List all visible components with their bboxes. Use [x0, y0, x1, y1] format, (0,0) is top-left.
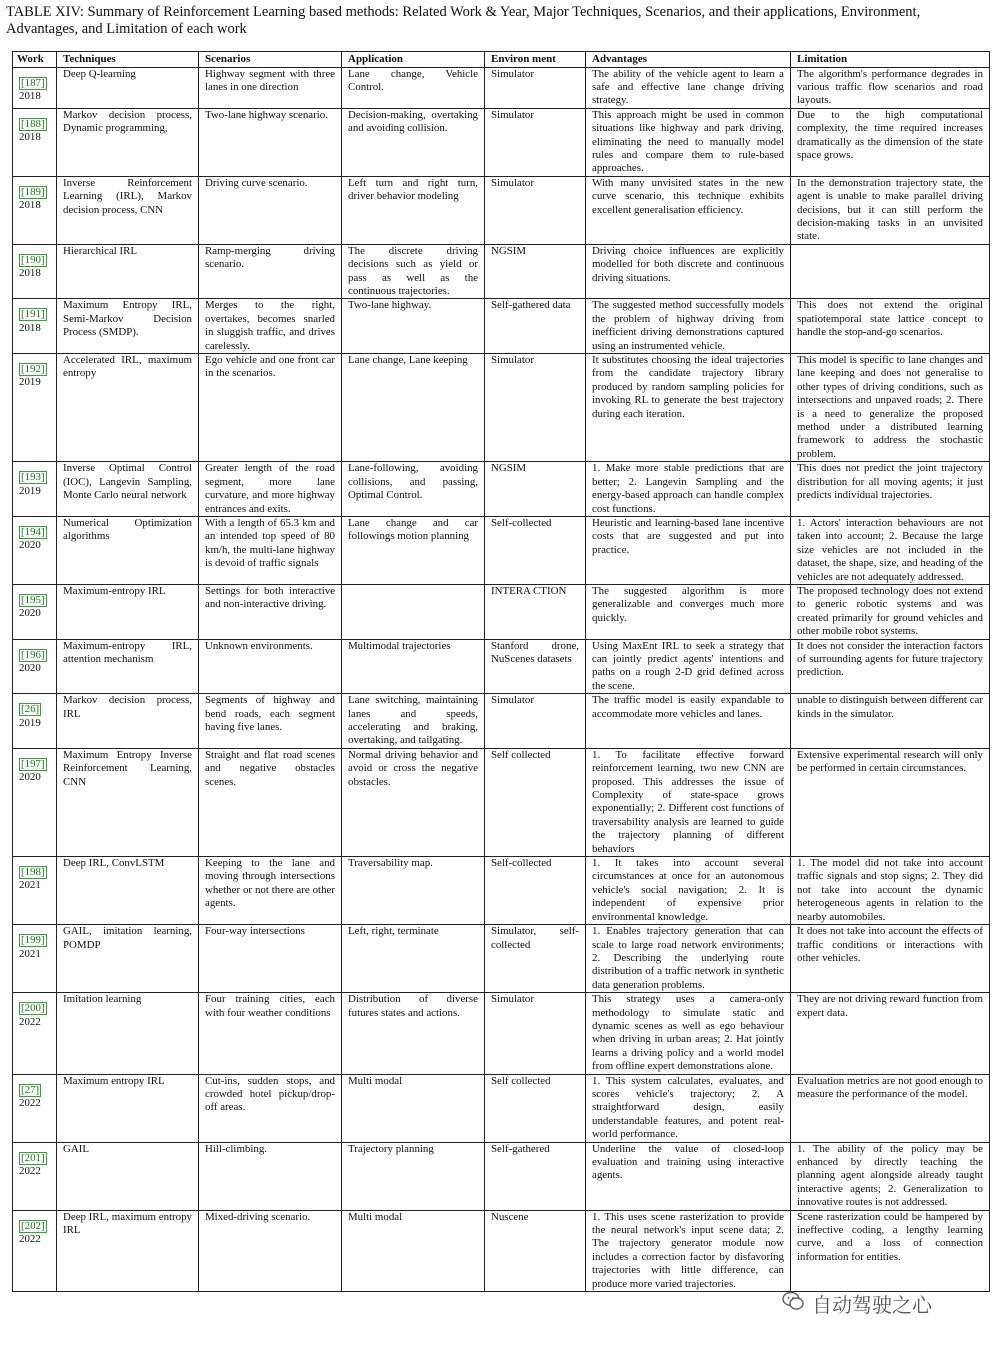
header-work: Work: [13, 52, 57, 68]
cell-techniques: Inverse Optimal Control (IOC), Langevin Sampling, Monte Carlo neural network: [57, 462, 199, 517]
cell-environment: NGSIM: [485, 462, 586, 517]
cell-advantages: 1. Make more stable predictions that are better; 2. Langevin Sampling and the energy-based approach can handle complex cost functions.: [586, 462, 791, 517]
cell-work: [13, 1210, 57, 1291]
watermark: 自动驾驶之心: [812, 1293, 932, 1317]
table-row: [13, 639, 990, 694]
cell-techniques: Numerical Optimization algorithms: [57, 516, 199, 584]
cell-environment: Simulator: [485, 354, 586, 462]
summary-table: [12, 51, 990, 1292]
cell-year: 2019: [19, 484, 41, 497]
cell-environment: Simulator: [485, 694, 586, 749]
cell-application: Two-lane highway.: [342, 299, 485, 354]
cell-advantages: 1. It takes into account several circumstances at once for an autonomous vehicle's social navigation; 2. It is independent of expensive prior environmental knowledge.: [586, 857, 791, 925]
cell-year: 2018: [19, 321, 41, 334]
cell-techniques: Markov decision process, IRL: [57, 694, 199, 749]
table-row: [13, 584, 990, 639]
table-header-row: [13, 52, 990, 68]
table-row: [13, 1142, 990, 1210]
cell-limitation: In the demonstration trajectory state, the agent is unable to make parallel driving decisions, but it can still perform the decision-making tasks in an unvisited state.: [791, 176, 990, 244]
cell-work: [13, 67, 57, 108]
table-row: [13, 1074, 990, 1142]
citation-link[interactable]: [200]: [21, 1002, 45, 1015]
cell-application: Lane-following, avoiding collisions, and passing, Optimal Control.: [342, 462, 485, 517]
cell-techniques: Imitation learning: [57, 993, 199, 1074]
citation-link[interactable]: [194]: [21, 525, 45, 538]
cell-advantages: It substitutes choosing the ideal trajectories from the candidate trajectory library produced by random sampling policies for invoking RL to generate the best trajectory during each iteration.: [586, 354, 791, 462]
cell-work: [13, 639, 57, 694]
cell-work: [13, 244, 57, 299]
cell-year: 2021: [19, 879, 41, 892]
cell-year: 2018: [19, 199, 41, 212]
citation-link[interactable]: [199]: [21, 934, 45, 947]
table-row: [13, 108, 990, 176]
cell-environment: NGSIM: [485, 244, 586, 299]
cell-year: 2020: [19, 607, 41, 620]
cell-work: [13, 857, 57, 925]
cell-techniques: Deep IRL, ConvLSTM: [57, 857, 199, 925]
header-environment: Environ ment: [485, 52, 586, 68]
cell-year: 2018: [19, 267, 41, 280]
cell-limitation: 1. The ability of the policy may be enhanced by directly teaching the planning agent alongside already taught interactive agents; 2. Generalization to innovative routes is not addressed.: [791, 1142, 990, 1210]
cell-year: 2022: [19, 1096, 41, 1109]
cell-limitation: It does not take into account the effects of traffic conditions or interactions with other vehicles.: [791, 925, 990, 993]
citation-link[interactable]: [188]: [21, 117, 45, 130]
cell-scenarios: Settings for both interactive and non-interactive driving.: [199, 584, 342, 639]
cell-work: [13, 748, 57, 856]
cell-application: The discrete driving decisions such as yield or pass as well as the continuous trajectories.: [342, 244, 485, 299]
cell-work: [13, 993, 57, 1074]
cell-year: 2021: [19, 947, 41, 960]
table-row: [13, 857, 990, 925]
table-row: [13, 748, 990, 856]
table-caption: TABLE XIV: Summary of Reinforcement Learning based methods: Related Work & Year, Major Techniques, Scenarios, and their applications, Environment, Advantages, and Limitation of each work: [6, 4, 921, 37]
citation-link[interactable]: [191]: [21, 308, 45, 321]
cell-environment: Self-collected: [485, 516, 586, 584]
cell-limitation: This model is specific to lane changes and lane keeping and does not generalise to other types of driving conditions, such as intersections and unpaved roads; 2. There is a need to generalize the proposed method under a distributed learning framework to address the stochastic problem.: [791, 354, 990, 462]
cell-scenarios: Cut-ins, sudden stops, and crowded hotel pickup/drop-off areas.: [199, 1074, 342, 1142]
cell-advantages: The suggested method successfully models the problem of highway driving from inefficient driving demonstrations captured using an instrumented vehicle.: [586, 299, 791, 354]
cell-work: [13, 925, 57, 993]
header-application: Application: [342, 52, 485, 68]
cell-advantages: Heuristic and learning-based lane incentive costs that are suggested and put into practice.: [586, 516, 791, 584]
cell-application: Decision-making, overtaking and avoiding collision.: [342, 108, 485, 176]
cell-scenarios: Merges to the right, overtakes, becomes snarled in sluggish traffic, and drives carelessly.: [199, 299, 342, 354]
cell-scenarios: Four training cities, each with four weather conditions: [199, 993, 342, 1074]
table-body: [13, 67, 990, 1292]
citation-link[interactable]: [202]: [21, 1219, 45, 1232]
cell-limitation: unable to distinguish between different car kinds in the simulator.: [791, 694, 990, 749]
cell-limitation: This does not extend the original spatiotemporal state lattice concept to handle the stop-and-go scenarios.: [791, 299, 990, 354]
table-row: [13, 694, 990, 749]
cell-year: 2022: [19, 1015, 41, 1028]
table-row: [13, 354, 990, 462]
cell-advantages: With many unvisited states in the new curve scenario, this technique exhibits excellent generalisation efficiency.: [586, 176, 791, 244]
cell-year: 2019: [19, 376, 41, 389]
cell-limitation: [791, 244, 990, 299]
cell-limitation: Extensive experimental research will only be performed in certain circumstances.: [791, 748, 990, 856]
cell-advantages: This strategy uses a camera-only methodology to simulate static and dynamic scenes as well as ego behaviour when driving in urban areas; 2. Hat jointly learns a driving policy and a world model from offline expert demonstrations alone.: [586, 993, 791, 1074]
cell-techniques: GAIL, imitation learning, POMDP: [57, 925, 199, 993]
citation-link[interactable]: [195]: [21, 593, 45, 606]
cell-advantages: The ability of the vehicle agent to learn a safe and effective lane change driving strategy.: [586, 67, 791, 108]
cell-techniques: Maximum-entropy IRL: [57, 584, 199, 639]
cell-work: [13, 584, 57, 639]
cell-year: 2018: [19, 89, 41, 102]
cell-application: Multimodal trajectories: [342, 639, 485, 694]
cell-techniques: Inverse Reinforcement Learning (IRL), Markov decision process, CNN: [57, 176, 199, 244]
header-scenarios: Scenarios: [199, 52, 342, 68]
cell-scenarios: Highway segment with three lanes in one direction: [199, 67, 342, 108]
cell-advantages: 1. This system calculates, evaluates, and scores vehicle's trajectory; 2. A straightforward design, easily understandable features, and potent real-world performance.: [586, 1074, 791, 1142]
cell-scenarios: Greater length of the road segment, more lane curvature, and more highway entrances and exits.: [199, 462, 342, 517]
cell-advantages: Driving choice influences are explicitly modelled for both discrete and continuous driving situations.: [586, 244, 791, 299]
cell-limitation: The proposed technology does not extend to generic robotic systems and was created primarily for ground vehicles and other mobile robot systems.: [791, 584, 990, 639]
citation-link[interactable]: [26]: [21, 703, 40, 716]
cell-advantages: Underline the value of closed-loop evaluation and training using interactive agents.: [586, 1142, 791, 1210]
cell-scenarios: Two-lane highway scenario.: [199, 108, 342, 176]
cell-work: [13, 462, 57, 517]
cell-limitation: Due to the high computational complexity, the time required increases dramatically as the dimension of the state space grows.: [791, 108, 990, 176]
cell-techniques: Maximum entropy IRL: [57, 1074, 199, 1142]
table-row: [13, 993, 990, 1074]
cell-work: [13, 354, 57, 462]
cell-year: 2020: [19, 771, 41, 784]
cell-environment: Self collected: [485, 748, 586, 856]
cell-year: 2022: [19, 1165, 41, 1177]
cell-application: Multi modal: [342, 1074, 485, 1142]
cell-year: 2019: [19, 716, 41, 729]
cell-techniques: GAIL: [57, 1142, 199, 1210]
cell-work: [13, 108, 57, 176]
cell-scenarios: Unknown environments.: [199, 639, 342, 694]
table-row: [13, 925, 990, 993]
cell-work: [13, 1142, 57, 1210]
cell-work: [13, 299, 57, 354]
table-row: [13, 1210, 990, 1291]
table-row: [13, 176, 990, 244]
citation-link[interactable]: [198]: [21, 866, 45, 879]
cell-work: [13, 516, 57, 584]
cell-techniques: Maximum-entropy IRL, attention mechanism: [57, 639, 199, 694]
cell-application: Lane change, Lane keeping: [342, 354, 485, 462]
cell-environment: Self collected: [485, 1074, 586, 1142]
cell-scenarios: Segments of highway and bend roads, each segment having five lanes.: [199, 694, 342, 749]
cell-application: [342, 584, 485, 639]
cell-scenarios: Mixed-driving scenario.: [199, 1210, 342, 1291]
cell-limitation: 1. Actors' interaction behaviours are not taken into account; 2. Because the large size vehicles are not included in the dataset, the shape, size, and heading of the vehicles are not adequately addressed.: [791, 516, 990, 584]
table-row: [13, 462, 990, 517]
table-row: [13, 516, 990, 584]
cell-application: Traversability map.: [342, 857, 485, 925]
cell-environment: Simulator: [485, 108, 586, 176]
citation-link[interactable]: [190]: [21, 253, 45, 266]
cell-environment: Simulator, self-collected: [485, 925, 586, 993]
cell-application: Multi modal: [342, 1210, 485, 1291]
table-row: [13, 299, 990, 354]
cell-application: Lane switching, maintaining lanes and speeds, accelerating and braking, overtaking, and tailgating.: [342, 694, 485, 749]
cell-application: Left turn and right turn, driver behavior modeling: [342, 176, 485, 244]
citation-link[interactable]: [189]: [21, 185, 45, 198]
cell-techniques: Deep Q-learning: [57, 67, 199, 108]
cell-techniques: Markov decision process, Dynamic programming,: [57, 108, 199, 176]
cell-environment: Simulator: [485, 993, 586, 1074]
wechat-icon: [782, 1291, 804, 1311]
header-limitation: Limitation: [791, 52, 990, 68]
cell-limitation: 1. The model did not take into account traffic signals and stop signs; 2. They did not take into account the dynamic heterogeneous agents in relation to the nearby automobiles.: [791, 857, 990, 925]
cell-limitation: Scene rasterization could be hampered by ineffective coding, a lengthy learning curve, and a loss of connection information for entities.: [791, 1210, 990, 1291]
cell-work: [13, 1074, 57, 1142]
cell-techniques: Maximum Entropy Inverse Reinforcement Learning, CNN: [57, 748, 199, 856]
citation-link[interactable]: [187]: [21, 76, 45, 89]
header-techniques: Techniques: [57, 52, 199, 68]
table-row: [13, 67, 990, 108]
citation-link[interactable]: [193]: [21, 471, 45, 484]
cell-advantages: 1. This uses scene rasterization to provide the neural network's input scene data; 2. The trajectory generator module now includes a correction factor by disfavoring trajectories with little difference, can produce more varied trajectories.: [586, 1210, 791, 1291]
cell-environment: INTERA CTION: [485, 584, 586, 639]
cell-environment: Stanford drone, NuScenes datasets: [485, 639, 586, 694]
cell-environment: Simulator: [485, 67, 586, 108]
cell-environment: Self-gathered data: [485, 299, 586, 354]
cell-scenarios: Four-way intersections: [199, 925, 342, 993]
cell-work: [13, 176, 57, 244]
cell-application: Normal driving behavior and avoid or cross the negative obstacles.: [342, 748, 485, 856]
cell-techniques: Deep IRL, maximum entropy IRL: [57, 1210, 199, 1291]
cell-advantages: The traffic model is easily expandable to accommodate more vehicles and lanes.: [586, 694, 791, 749]
cell-scenarios: With a length of 65.3 km and an intended top speed of 80 km/h, the multi-lane highway is devoid of traffic signals: [199, 516, 342, 584]
cell-application: Left, right, terminate: [342, 925, 485, 993]
cell-limitation: It does not consider the interaction factors of surrounding agents for future trajectory prediction.: [791, 639, 990, 694]
cell-application: Distribution of diverse futures states and actions.: [342, 993, 485, 1074]
cell-application: Lane change, Vehicle Control.: [342, 67, 485, 108]
cell-year: 2020: [19, 661, 41, 674]
cell-techniques: Accelerated IRL, maximum entropy: [57, 354, 199, 462]
citation-link[interactable]: [197]: [21, 757, 45, 770]
cell-environment: Nuscene: [485, 1210, 586, 1291]
citation-link[interactable]: [192]: [21, 363, 45, 376]
cell-advantages: Using MaxEnt IRL to seek a strategy that can jointly predict agents' intentions and paths on a rough 2-D grid defined across the scene.: [586, 639, 791, 694]
cell-year: 2018: [19, 131, 41, 144]
cell-limitation: This does not predict the joint trajectory distribution for all moving agents; it just predicts individual trajectories.: [791, 462, 990, 517]
cell-advantages: The suggested algorithm is more generalizable and converges much more quickly.: [586, 584, 791, 639]
header-advantages: Advantages: [586, 52, 791, 68]
cell-application: Trajectory planning: [342, 1142, 485, 1210]
citation-link[interactable]: [27]: [21, 1083, 40, 1096]
cell-scenarios: Hill-climbing.: [199, 1142, 342, 1210]
cell-advantages: 1. To facilitate effective forward reinforcement learning, two new CNN are proposed. This addresses the issue of Complexity of state-space grows exponentially; 2. Different cost functions of traversability analysis are learned to guide the trajectory planning of different behaviors: [586, 748, 791, 856]
cell-environment: Self-gathered: [485, 1142, 586, 1210]
cell-application: Lane change and car followings motion planning: [342, 516, 485, 584]
cell-techniques: Hierarchical IRL: [57, 244, 199, 299]
cell-limitation: The algorithm's performance degrades in various traffic flow scenarios and road layouts.: [791, 67, 990, 108]
cell-scenarios: Keeping to the lane and moving through intersections whether or not there are other agents.: [199, 857, 342, 925]
cell-advantages: This approach might be used in common situations like highway and park driving, eliminating the need to manually model rules and compare them to rule-based approaches.: [586, 108, 791, 176]
cell-limitation: They are not driving reward function from expert data.: [791, 993, 990, 1074]
cell-advantages: 1. Enables trajectory generation that can scale to large road network environments; 2. Describing the underlying route distribution of a traffic network in synthetic data generation problems.: [586, 925, 791, 993]
cell-scenarios: Ego vehicle and one front car in the scenarios.: [199, 354, 342, 462]
cell-scenarios: Straight and flat road scenes and negative obstacles scenes.: [199, 748, 342, 856]
citation-link[interactable]: [196]: [21, 648, 45, 661]
cell-work: [13, 694, 57, 749]
cell-environment: Simulator: [485, 176, 586, 244]
citation-link[interactable]: [201]: [21, 1151, 45, 1164]
cell-limitation: Evaluation metrics are not good enough to measure the performance of the model.: [791, 1074, 990, 1142]
cell-environment: Self-collected: [485, 857, 586, 925]
cell-year: 2020: [19, 539, 41, 552]
cell-techniques: Maximum Entropy IRL, Semi-Markov Decision Process (SMDP).: [57, 299, 199, 354]
cell-scenarios: Ramp-merging driving scenario.: [199, 244, 342, 299]
cell-year: 2022: [19, 1233, 41, 1246]
table-row: [13, 244, 990, 299]
cell-scenarios: Driving curve scenario.: [199, 176, 342, 244]
